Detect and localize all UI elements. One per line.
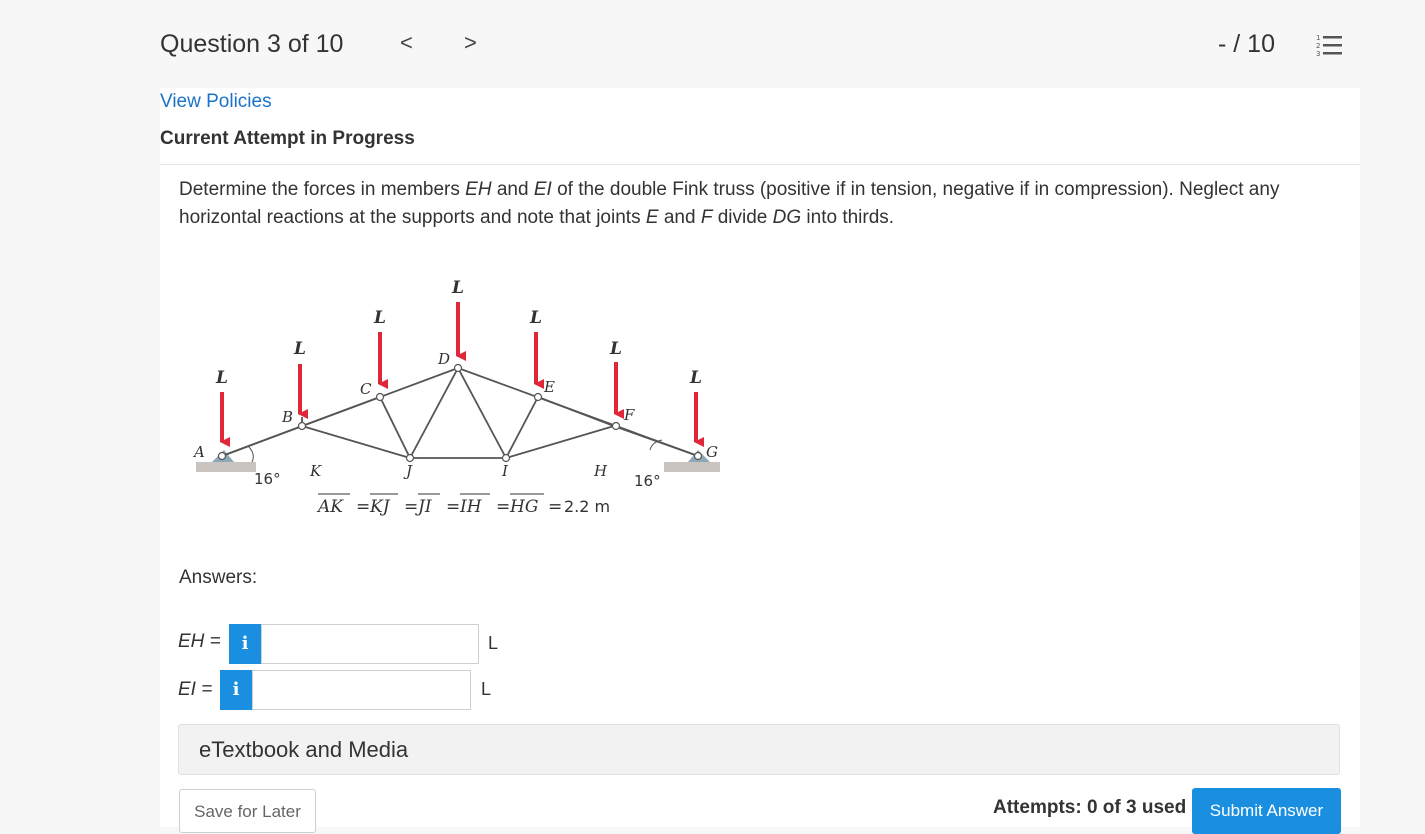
load-label-a: L — [216, 368, 228, 388]
svg-text:=: = — [496, 497, 511, 517]
joint-g — [695, 453, 702, 460]
member-c-j — [380, 397, 410, 458]
member-i-e — [506, 397, 538, 458]
member-j-d — [410, 368, 458, 458]
node-label-d: D — [438, 350, 451, 368]
svg-text:=: = — [404, 497, 419, 517]
save-for-later-button[interactable]: Save for Later — [179, 789, 316, 833]
dim-member-kj: KJ — [370, 497, 390, 517]
member-h-g — [614, 426, 698, 456]
divider — [160, 164, 1360, 165]
node-label-j: J — [406, 462, 413, 480]
eh-answer-input[interactable] — [261, 624, 479, 664]
svg-text:=: = — [548, 497, 563, 517]
joint-e — [535, 394, 542, 401]
node-label-i: I — [502, 462, 508, 480]
dim-member-ji: JI — [418, 497, 432, 517]
member-a-k — [222, 426, 302, 456]
load-label-f: L — [610, 339, 622, 359]
load-label-b: L — [294, 339, 306, 359]
member-e-h — [538, 397, 614, 426]
joint-f — [613, 423, 620, 430]
joint-b — [299, 423, 306, 430]
joint-j — [407, 455, 414, 462]
svg-text:1: 1 — [1316, 34, 1321, 42]
member-k-j — [302, 426, 410, 458]
etextbook-media-label: eTextbook and Media — [199, 737, 409, 762]
next-question-button[interactable]: > — [464, 30, 477, 55]
joint-d — [455, 365, 462, 372]
dim-value: 2.2 m — [564, 497, 611, 516]
joint-i — [503, 455, 510, 462]
member-d-i — [458, 368, 506, 458]
node-label-c: C — [360, 380, 372, 398]
node-label-k: K — [310, 462, 322, 480]
node-label-f: F — [624, 406, 635, 424]
angle-left-label: 16° — [254, 470, 281, 488]
answers-label: Answers: — [179, 567, 258, 588]
ground-left — [196, 462, 256, 472]
load-label-e: L — [530, 308, 542, 328]
submit-answer-button[interactable]: Submit Answer — [1192, 788, 1341, 834]
dim-member-hg: HG — [510, 497, 539, 517]
node-label-a: A — [194, 443, 205, 461]
ei-info-icon[interactable]: i — [220, 670, 252, 710]
svg-text:3: 3 — [1316, 50, 1321, 57]
dimension-equation — [316, 494, 610, 517]
score-display: - / 10 — [1218, 30, 1275, 58]
joint-c — [377, 394, 384, 401]
eh-label: EH = — [178, 631, 221, 652]
dim-member-ih: IH — [460, 497, 482, 517]
truss-figure — [190, 270, 730, 530]
view-policies-link[interactable]: View Policies — [160, 91, 272, 112]
node-label-g: G — [706, 443, 718, 461]
previous-question-button[interactable]: < — [400, 30, 413, 55]
angle-right-label: 16° — [634, 472, 661, 490]
load-label-d: L — [452, 278, 464, 298]
member-k-c — [302, 397, 380, 426]
eh-unit: L — [488, 633, 499, 653]
load-label-g: L — [690, 368, 702, 388]
node-label-e: E — [544, 378, 555, 396]
member-i-h — [506, 426, 614, 458]
question-counter: Question 3 of 10 — [160, 30, 344, 58]
question-text: Determine the forces in members EH and EI of the double Fink truss (positive if in tension, negative if in compression). Neglect any horizontal reactions at the supports and note that joints E and F divide DG into thirds. — [179, 179, 1280, 228]
eh-info-icon[interactable]: i — [229, 624, 261, 664]
node-label-h: H — [594, 462, 608, 480]
svg-text:=: = — [446, 497, 461, 517]
load-label-c: L — [374, 308, 386, 328]
ground-right — [664, 462, 720, 472]
etextbook-media-section[interactable] — [178, 724, 1340, 775]
svg-text:=: = — [356, 497, 371, 517]
svg-text:2: 2 — [1316, 42, 1321, 50]
angle-arc-left — [248, 446, 253, 462]
joint-a — [219, 453, 226, 460]
ei-label: EI = — [178, 679, 213, 700]
ei-unit: L — [481, 679, 492, 699]
numbered-list-icon[interactable] — [1316, 33, 1342, 57]
node-label-b: B — [282, 408, 294, 426]
attempt-heading: Current Attempt in Progress — [160, 128, 415, 149]
dim-member-ak: AK — [318, 497, 343, 517]
attempts-counter: Attempts: 0 of 3 used — [993, 797, 1187, 818]
ei-answer-input[interactable] — [252, 670, 471, 710]
